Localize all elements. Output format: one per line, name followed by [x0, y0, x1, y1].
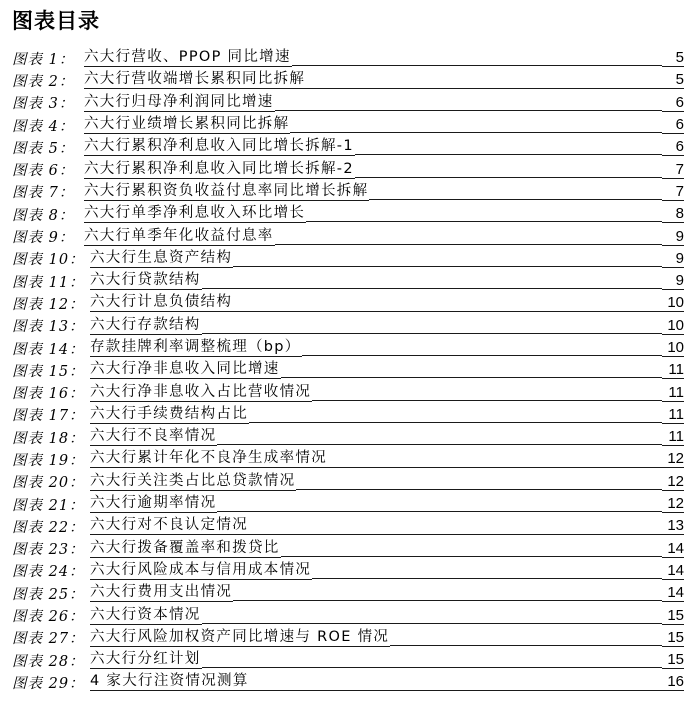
toc-entry-page-number[interactable]: 12 — [662, 473, 684, 491]
toc-entry[interactable] — [12, 359, 684, 381]
toc-leader-line — [202, 623, 662, 624]
toc-entry-link[interactable]: 六大行费用支出情况 — [90, 584, 233, 601]
toc-entry[interactable] — [12, 448, 684, 470]
toc-entry-label: 图表 15： — [12, 363, 85, 380]
toc-entry[interactable] — [12, 604, 684, 626]
toc-entry-label: 图表 1： — [12, 51, 75, 68]
toc-entry[interactable] — [12, 671, 684, 693]
toc-entry-page-number[interactable]: 9 — [662, 228, 684, 246]
toc-entry[interactable] — [12, 426, 684, 448]
toc-entry[interactable] — [12, 225, 684, 247]
toc-entry-label: 图表 8： — [12, 207, 75, 224]
toc-entry-link[interactable]: 六大行拨备覆盖率和拨贷比 — [90, 539, 280, 556]
toc-entry-label: 图表 10： — [12, 252, 85, 269]
toc-leader-line — [202, 333, 662, 334]
toc-leader-line — [233, 266, 662, 267]
toc-entry-label: 图表 20： — [12, 475, 85, 492]
toc-leader-line — [233, 600, 662, 601]
toc-leader-line — [249, 534, 662, 535]
toc-entry[interactable] — [12, 493, 684, 515]
toc-entry-page-number[interactable]: 14 — [662, 584, 684, 602]
toc-entry-label: 图表 26： — [12, 609, 85, 626]
toc-entry[interactable] — [12, 560, 684, 582]
toc-entry[interactable] — [12, 47, 684, 69]
toc-leader-line — [292, 65, 662, 66]
toc-entry[interactable] — [12, 471, 684, 493]
toc-entry-link[interactable]: 六大行归母净利润同比增速 — [84, 93, 274, 110]
toc-entry[interactable] — [12, 627, 684, 649]
toc-entry-label: 图表 5： — [12, 140, 75, 157]
toc-entry-page-number[interactable]: 9 — [662, 272, 684, 290]
toc-entry-link[interactable]: 六大行累积净利息收入同比增长拆解-2 — [84, 160, 354, 177]
toc-leader-line — [296, 489, 662, 490]
toc-entry-page-number[interactable]: 15 — [662, 651, 684, 669]
toc-leader-line — [369, 199, 662, 200]
toc-entry[interactable] — [12, 203, 684, 225]
toc-entry-page-number[interactable]: 5 — [662, 71, 684, 89]
toc-entry-page-number[interactable]: 11 — [662, 384, 684, 402]
toc-list — [12, 47, 684, 694]
toc-leader-line — [281, 377, 662, 378]
toc-entry[interactable] — [12, 158, 684, 180]
toc-leader-line — [306, 88, 662, 89]
toc-entry[interactable] — [12, 292, 684, 314]
toc-leader-line — [202, 288, 662, 289]
toc-entry-label: 图表 29： — [12, 675, 85, 692]
toc-entry-page-number[interactable]: 6 — [662, 138, 684, 156]
toc-entry-page-number[interactable]: 11 — [662, 406, 684, 424]
toc-entry-link[interactable]: 六大行资本情况 — [90, 606, 201, 623]
toc-entry-page-number[interactable]: 12 — [662, 450, 684, 468]
toc-entry-link[interactable]: 存款挂牌利率调整梳理（bp） — [90, 339, 301, 355]
toc-entry-page-number[interactable]: 6 — [662, 116, 684, 134]
toc-entry[interactable] — [12, 515, 684, 537]
toc-entry-link[interactable]: 六大行累积资负收益付息率同比增长拆解 — [84, 182, 369, 199]
toc-leader-line — [217, 511, 662, 512]
toc-entry-page-number[interactable]: 11 — [662, 361, 684, 379]
toc-entry[interactable] — [12, 538, 684, 560]
toc-entry-page-number[interactable]: 7 — [662, 161, 684, 179]
toc-entry[interactable] — [12, 69, 684, 91]
toc-entry-page-number[interactable]: 10 — [662, 294, 684, 312]
toc-entry-page-number[interactable]: 14 — [662, 540, 684, 558]
toc-leader-line — [233, 311, 662, 312]
toc-leader-line — [281, 556, 662, 557]
toc-entry[interactable] — [12, 404, 684, 426]
toc-leader-line — [355, 177, 662, 178]
toc-entry-page-number[interactable]: 15 — [662, 607, 684, 625]
toc-entry-label: 图表 16： — [12, 386, 85, 403]
toc-leader-line — [328, 467, 662, 468]
toc-entry-link[interactable]: 六大行关注类占比总贷款情况 — [90, 472, 296, 489]
toc-entry-link[interactable]: 六大行不良率情况 — [90, 428, 217, 445]
toc-entry-link[interactable]: 六大行手续费结构占比 — [90, 405, 248, 422]
toc-entry-link[interactable]: 六大行业绩增长累积同比拆解 — [84, 116, 290, 133]
toc-leader-line — [275, 244, 662, 245]
toc-entry-link[interactable]: 六大行净非息收入占比营收情况 — [90, 383, 312, 400]
toc-entry[interactable] — [12, 381, 684, 403]
toc-entry-link[interactable]: 六大行计息负债结构 — [90, 294, 233, 311]
toc-entry-link[interactable]: 六大行逾期率情况 — [90, 495, 217, 512]
toc-leader-line — [250, 690, 662, 691]
toc-entry-link[interactable]: 六大行分红计划 — [90, 651, 201, 668]
toc-entry-label: 图表 22： — [12, 519, 85, 536]
toc-leader-line — [312, 578, 662, 579]
toc-entry-page-number[interactable]: 14 — [662, 562, 684, 580]
toc-entry-label: 图表 23： — [12, 542, 85, 559]
toc-entry-label: 图表 14： — [12, 341, 85, 358]
toc-entry-link[interactable]: 六大行贷款结构 — [90, 272, 201, 289]
toc-entry-label: 图表 9： — [12, 230, 75, 247]
toc-leader-line — [390, 645, 662, 646]
toc-entry-link[interactable]: 六大行风险成本与信用成本情况 — [90, 561, 312, 578]
toc-entry[interactable] — [12, 136, 684, 158]
toc-entry-page-number[interactable]: 10 — [662, 317, 684, 335]
toc-entry-page-number[interactable]: 16 — [662, 673, 684, 691]
toc-entry-link[interactable]: 六大行存款结构 — [90, 316, 201, 333]
toc-entry-page-number[interactable]: 11 — [662, 428, 684, 446]
toc-entry-label: 图表 7： — [12, 185, 75, 202]
toc-leader-line — [217, 444, 662, 445]
toc-entry-link[interactable]: 六大行对不良认定情况 — [90, 517, 248, 534]
toc-entry-link[interactable]: 六大行风险加权资产同比增速与 ROE 情况 — [90, 628, 390, 645]
toc-entry[interactable] — [12, 315, 684, 337]
toc-entry-label: 图表 6： — [12, 163, 75, 180]
toc-entry-label: 图表 28： — [12, 653, 85, 670]
toc-entry[interactable] — [12, 181, 684, 203]
page-title: 图表目录 — [12, 9, 100, 33]
toc-entry-page-number[interactable]: 6 — [662, 94, 684, 112]
toc-entry-link[interactable]: 六大行净非息收入同比增速 — [90, 361, 280, 378]
toc-entry[interactable] — [12, 92, 684, 114]
toc-entry-label: 图表 12： — [12, 296, 85, 313]
toc-entry-label: 图表 25： — [12, 586, 85, 603]
toc-entry-label: 图表 21： — [12, 497, 85, 514]
toc-entry-label: 图表 24： — [12, 564, 85, 581]
toc-entry[interactable] — [12, 649, 684, 671]
toc-leader-line — [312, 400, 662, 401]
toc-entry-label: 图表 19： — [12, 452, 85, 469]
toc-leader-line — [275, 110, 662, 111]
toc-entry-link[interactable]: 六大行单季年化收益付息率 — [84, 227, 274, 244]
toc-leader-line — [355, 154, 662, 155]
toc-entry-label: 图表 3： — [12, 96, 75, 113]
toc-entry-page-number[interactable]: 5 — [662, 49, 684, 67]
toc-entry-page-number[interactable]: 9 — [662, 250, 684, 268]
toc-entry-page-number[interactable]: 13 — [662, 517, 684, 535]
toc-entry[interactable] — [12, 248, 684, 270]
toc-entry[interactable] — [12, 337, 684, 359]
toc-entry-label: 图表 27： — [12, 631, 85, 648]
toc-entry-page-number[interactable]: 15 — [662, 629, 684, 647]
toc-entry-link[interactable]: 六大行累积净利息收入同比增长拆解-1 — [84, 138, 354, 155]
toc-leader-line — [249, 422, 662, 423]
toc-entry-page-number[interactable]: 12 — [662, 495, 684, 513]
toc-entry-link[interactable]: 六大行营收、PPOP 同比增速 — [84, 49, 291, 66]
toc-entry-link[interactable]: 六大行累计年化不良净生成率情况 — [90, 450, 327, 467]
toc-entry[interactable] — [12, 270, 684, 292]
toc-leader-line — [202, 667, 662, 668]
toc-leader-line — [302, 355, 662, 356]
toc-entry-link[interactable]: 4 家大行注资情况测算 — [90, 673, 249, 690]
toc-entry[interactable] — [12, 582, 684, 604]
toc-entry-label: 图表 18： — [12, 430, 85, 447]
toc-entry-label: 图表 2： — [12, 73, 75, 90]
toc-entry-label: 图表 13： — [12, 319, 85, 336]
toc-entry-page-number[interactable]: 10 — [662, 339, 684, 357]
toc-leader-line — [306, 221, 662, 222]
toc-entry-label: 图表 17： — [12, 408, 85, 425]
toc-entry-page-number[interactable]: 8 — [662, 205, 684, 223]
toc-entry-page-number[interactable]: 7 — [662, 183, 684, 201]
toc-entry-link[interactable]: 六大行单季净利息收入环比增长 — [84, 205, 306, 222]
toc-entry[interactable] — [12, 114, 684, 136]
toc-entry-label: 图表 4： — [12, 118, 75, 135]
toc-entry-label: 图表 11： — [12, 274, 85, 291]
toc-entry-link[interactable]: 六大行生息资产结构 — [90, 249, 233, 266]
toc-entry-link[interactable]: 六大行营收端增长累积同比拆解 — [84, 71, 306, 88]
toc-leader-line — [290, 132, 662, 133]
